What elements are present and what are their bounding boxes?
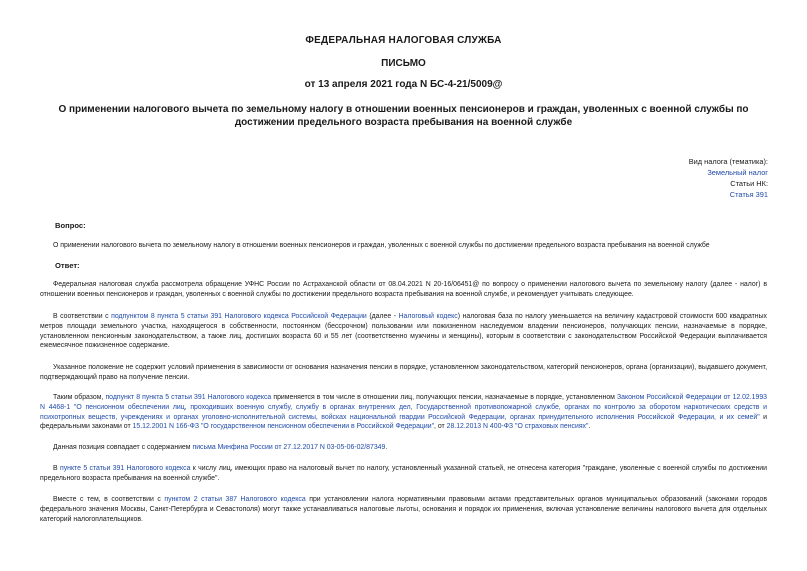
tax-code-link[interactable]: Налоговый кодекс xyxy=(398,313,458,320)
doc-type-heading: ПИСЬМО xyxy=(381,58,426,69)
answer-paragraph-3: Указанное положение не содержит условий применения в зависимости от основания назначения пенсии в порядке, установленном законодательством, категорий пенсионеров, органа (организации), выдавшего документ, подтверждающий право на получение пенсии. xyxy=(40,364,767,381)
doc-date-heading: от 13 апреля 2021 года N БС-4-21/5009@ xyxy=(304,79,503,90)
answer-paragraph-2: В соответствии с подпунктом 8 пункта 5 статьи 391 Налогового кодекса Российской Федерации (далее - Налоговый кодекс) налоговая база по налогу уменьшается на величину кадастровой стоимости 600 квадратных метров площади земельного участка, находящегося в собственности, постоянном (бессрочном) пользовании или пожизненном наследуемом владении пенсионеров, получающих пенсии, назначаемые в порядке, установленном пенсионным законодательством, а также лиц, достигших возраста 60 и 55 лет (соответственно мужчины и женщины), которым в соответствии с законодательством Российской Федерации выплачивается ежемесячное пожизненное содержание. xyxy=(40,313,767,350)
answer-paragraph-1: Федеральная налоговая служба рассмотрела обращение УФНС России по Астраханской области от 08.04.2021 N 20-16/06451@ по вопросу о применении налогового вычета по земельному налогу (далее - налог) в отношении военных пенсионеров и граждан, уволенных с военной службы по достижении предельного возраста пребывания на военной службе, и рекомендует учитывать следующее. xyxy=(40,281,767,298)
answer-paragraph-6: В пункте 5 статьи 391 Налогового кодекса к числу лиц, имеющих право на налоговый вычет по налогу, установленный указанной статьей, не отнесена категория "граждане, уволенные с военной службы по достижении предельного возраста пребывания на военной службе". xyxy=(40,465,768,482)
answer-paragraph-5: Данная позиция совпадает с содержанием письма Минфина России от 27.12.2017 N 03-05-06-02/87349. xyxy=(53,444,388,451)
agency-heading: ФЕДЕРАЛЬНАЯ НАЛОГОВАЯ СЛУЖБА xyxy=(305,35,502,46)
document-title: О применении налогового вычета по земельному налогу в отношении военных пенсионеров и граждан, уволенных с военной службы по достижении предельного возраста пребывания на военной службе xyxy=(58,104,749,128)
law-166-fz-link[interactable]: 15.12.2001 N 166-ФЗ "О государственном пенсионном обеспечении в Российской Федерации" xyxy=(132,423,435,431)
nk-article-link[interactable]: Статья 391 xyxy=(729,190,768,199)
minfin-letter-link[interactable]: письма Минфина России от 27.12.2017 N 03-05-06-02/87349 xyxy=(192,444,386,451)
law-400-fz-link[interactable]: 28.12.2013 N 400-ФЗ "О страховых пенсиях" xyxy=(446,423,589,431)
article-391-p5-link[interactable]: пункте 5 статьи 391 Налогового кодекса xyxy=(59,465,191,472)
article-387-p2-link[interactable]: пунктом 2 статьи 387 Налогового кодекса xyxy=(164,496,306,503)
subparagraph-8-link[interactable]: подпункт 8 пункта 5 статьи 391 Налогового кодекса xyxy=(105,394,272,401)
answer-paragraph-7: Вместе с тем, в соответствии с пунктом 2 статьи 387 Налогового кодекса при установлении налога нормативными правовыми актами представительных органов муниципальных образований (законами городов федерального значения Москвы, Санкт-Петербурга и Севастополя) могут также устанавливаться налоговые льготы, основания и порядок их применения, включая установление величины налогового вычета для отдельных категорий налогоплательщиков. xyxy=(40,496,767,523)
question-text: О применении налогового вычета по земельному налогу в отношении военных пенсионеров и граждан, уволенных с военной службы по достижении предельного возраста пребывания на военной службе xyxy=(53,242,710,249)
question-label: Вопрос: xyxy=(55,221,86,230)
tax-type-label: Вид налога (тематика): xyxy=(688,157,768,166)
answer-paragraph-4: Таким образом, подпункт 8 пункта 5 статьи 391 Налогового кодекса применяется в том числе в отношении лиц, получающих пенсии, назначаемые в порядке, установленном Законом Российской Федерации от 12.02.1993 N 4468-1 "О пенсионном обеспечении лиц, проходивших военную службу, службу в органах внутренних дел, Государственной противопожарной службе, органах по контролю за оборотом наркотических средств и психотропных веществ, учреждениях и органах уголовно-исполнительной системы, войсках национальной гвардии Российской Федерации, органах принудительного исполнения Российской Федерации, и их семей" и федеральными законами от 15.12.2001 N 166-ФЗ "О государственном пенсионном обеспечении в Российской Федерации", от 28.12.2013 N 400-ФЗ "О страховых пенсиях". xyxy=(40,394,768,431)
tax-type-link[interactable]: Земельный налог xyxy=(707,168,768,177)
law-4468-1-link[interactable]: Законом Российской Федерации от 12.02.1993 N 4468-1 "О пенсионном обеспечении лиц, проходивших военную службу, службу в органах внутренних дел, Государственной противопожарной службе, органах по контролю за оборотом наркотических средств и психотропных веществ, учреждениях и органах уголовно-исполнительной системы, войсках национальной гвардии Российской Федерации, органах принудительного исполнения Российской Федерации, и их семей" xyxy=(40,394,767,421)
nk-subparagraph-8-link[interactable]: подпунктом 8 пункта 5 статьи 391 Налогового кодекса Российской Федерации xyxy=(111,313,367,320)
nk-articles-label: Статьи НК: xyxy=(730,179,768,188)
answer-label: Ответ: xyxy=(55,261,80,270)
meta-block xyxy=(689,156,768,200)
